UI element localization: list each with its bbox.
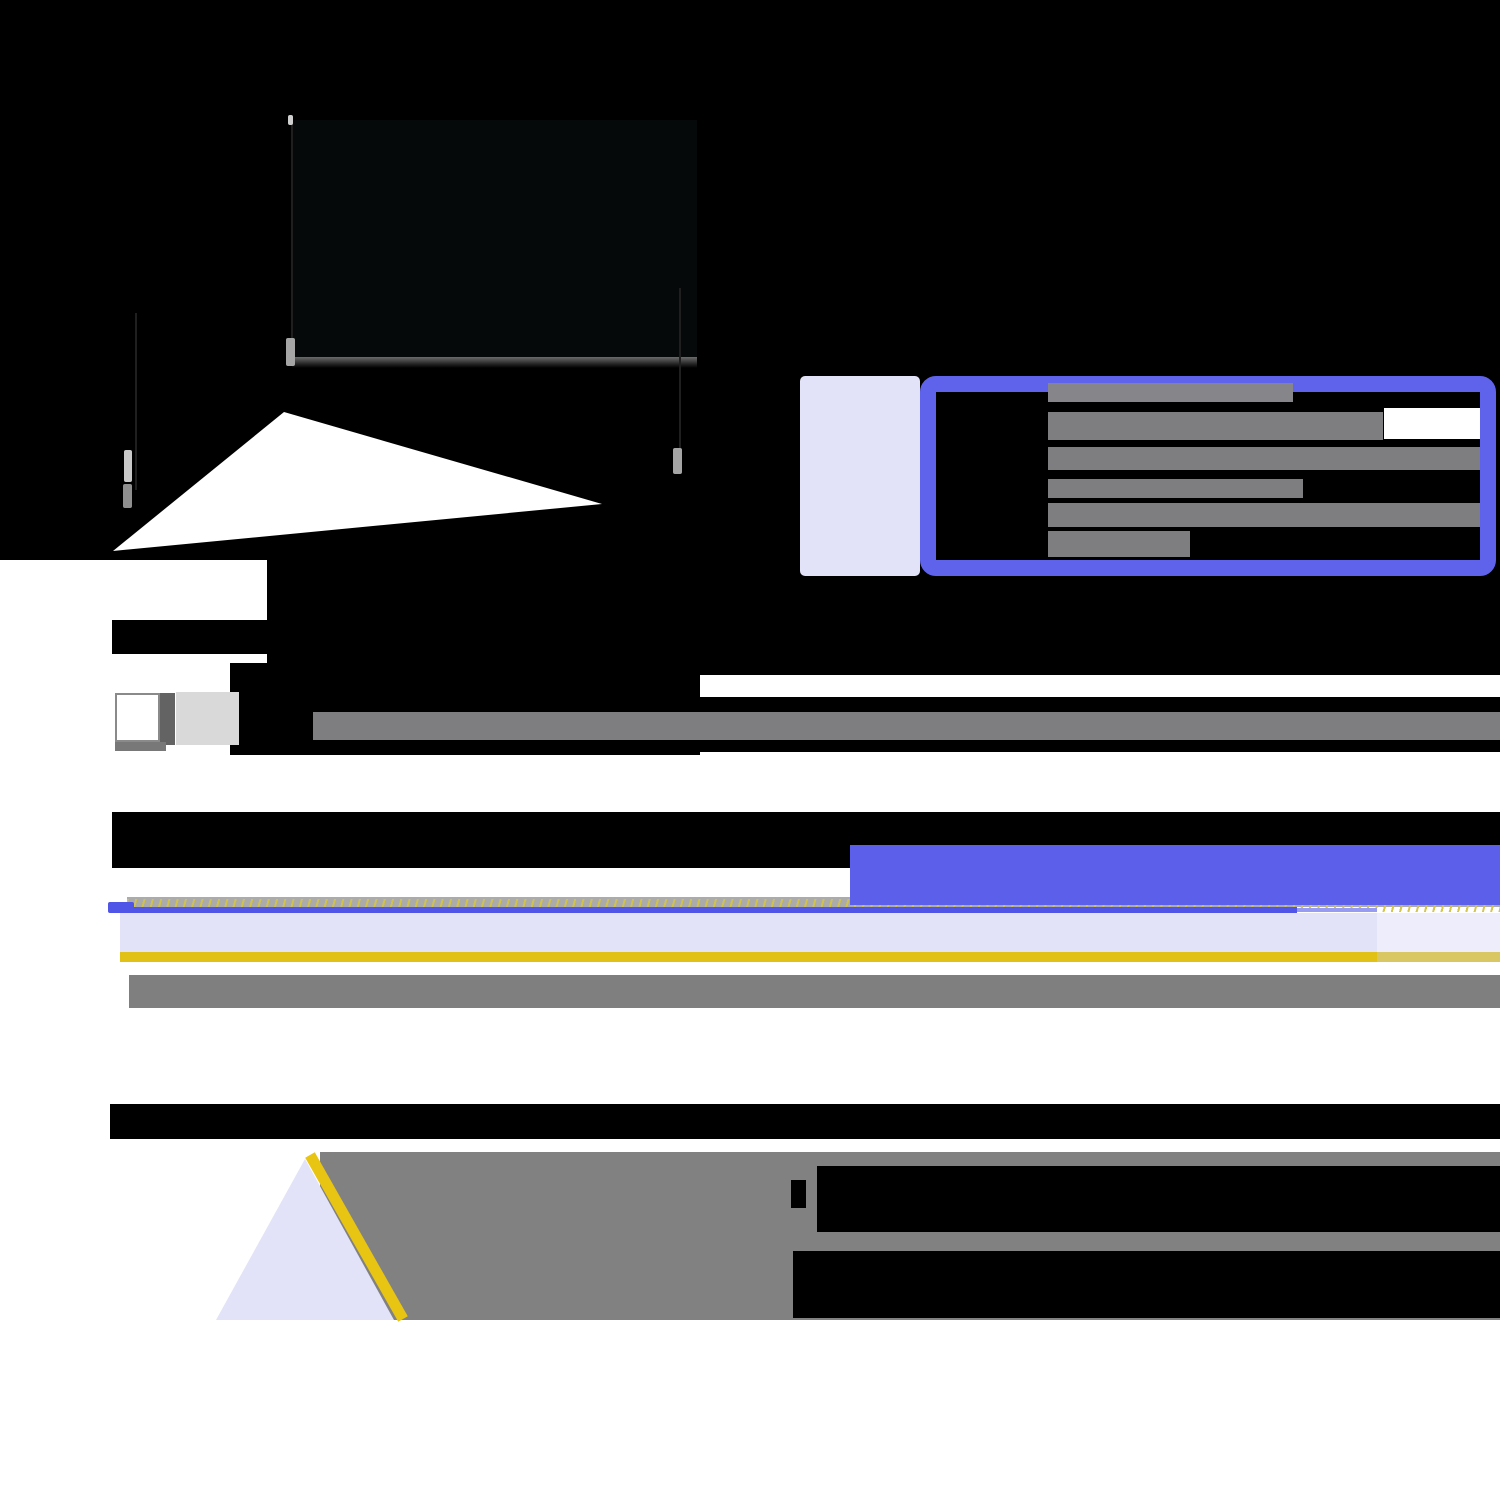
profile-body	[120, 913, 1377, 952]
transparent-patch-2	[230, 663, 700, 755]
pendant-light-panel	[100, 400, 620, 560]
led-strip	[120, 952, 1377, 962]
checkbox-shadow-bottom	[115, 742, 166, 751]
info-line-4	[1048, 479, 1303, 498]
wire-fitting-middle	[286, 338, 295, 366]
profile-top-line-light	[1297, 908, 1377, 912]
info-line-3	[1048, 447, 1480, 470]
option-label	[313, 712, 1500, 740]
wire-fitting-right	[673, 448, 682, 474]
panel-text-1	[817, 1166, 1500, 1232]
color-swatch-gray[interactable]	[176, 692, 239, 745]
photo-shadow	[292, 357, 697, 368]
checkbox-shadow-right	[160, 693, 175, 745]
heading-3	[110, 1104, 1500, 1139]
info-line-2	[1048, 412, 1383, 440]
diagram-caption	[129, 975, 1500, 1008]
panel-text-1-tick	[791, 1180, 806, 1208]
option-checkbox[interactable]	[115, 693, 160, 742]
info-line-6	[1048, 531, 1190, 557]
profile-body-faded	[1377, 913, 1500, 952]
color-swatch-lavender[interactable]	[800, 376, 920, 576]
info-chip	[1384, 408, 1480, 439]
transparent-patch-1	[267, 560, 1500, 675]
wire-cap-middle	[288, 115, 293, 125]
diffuser-cover-bar	[850, 845, 1500, 905]
info-line-5	[1048, 503, 1480, 527]
photo-dark-backdrop	[292, 120, 697, 357]
heading-1	[112, 620, 672, 654]
suspension-wire-right	[679, 288, 681, 462]
corner-profile-triangle	[198, 1139, 418, 1329]
panel-text-2	[793, 1251, 1500, 1318]
led-strip-faded	[1377, 952, 1500, 962]
suspension-wire-middle	[291, 118, 293, 366]
info-title-line	[1048, 383, 1293, 402]
note-box-border	[920, 376, 1496, 576]
